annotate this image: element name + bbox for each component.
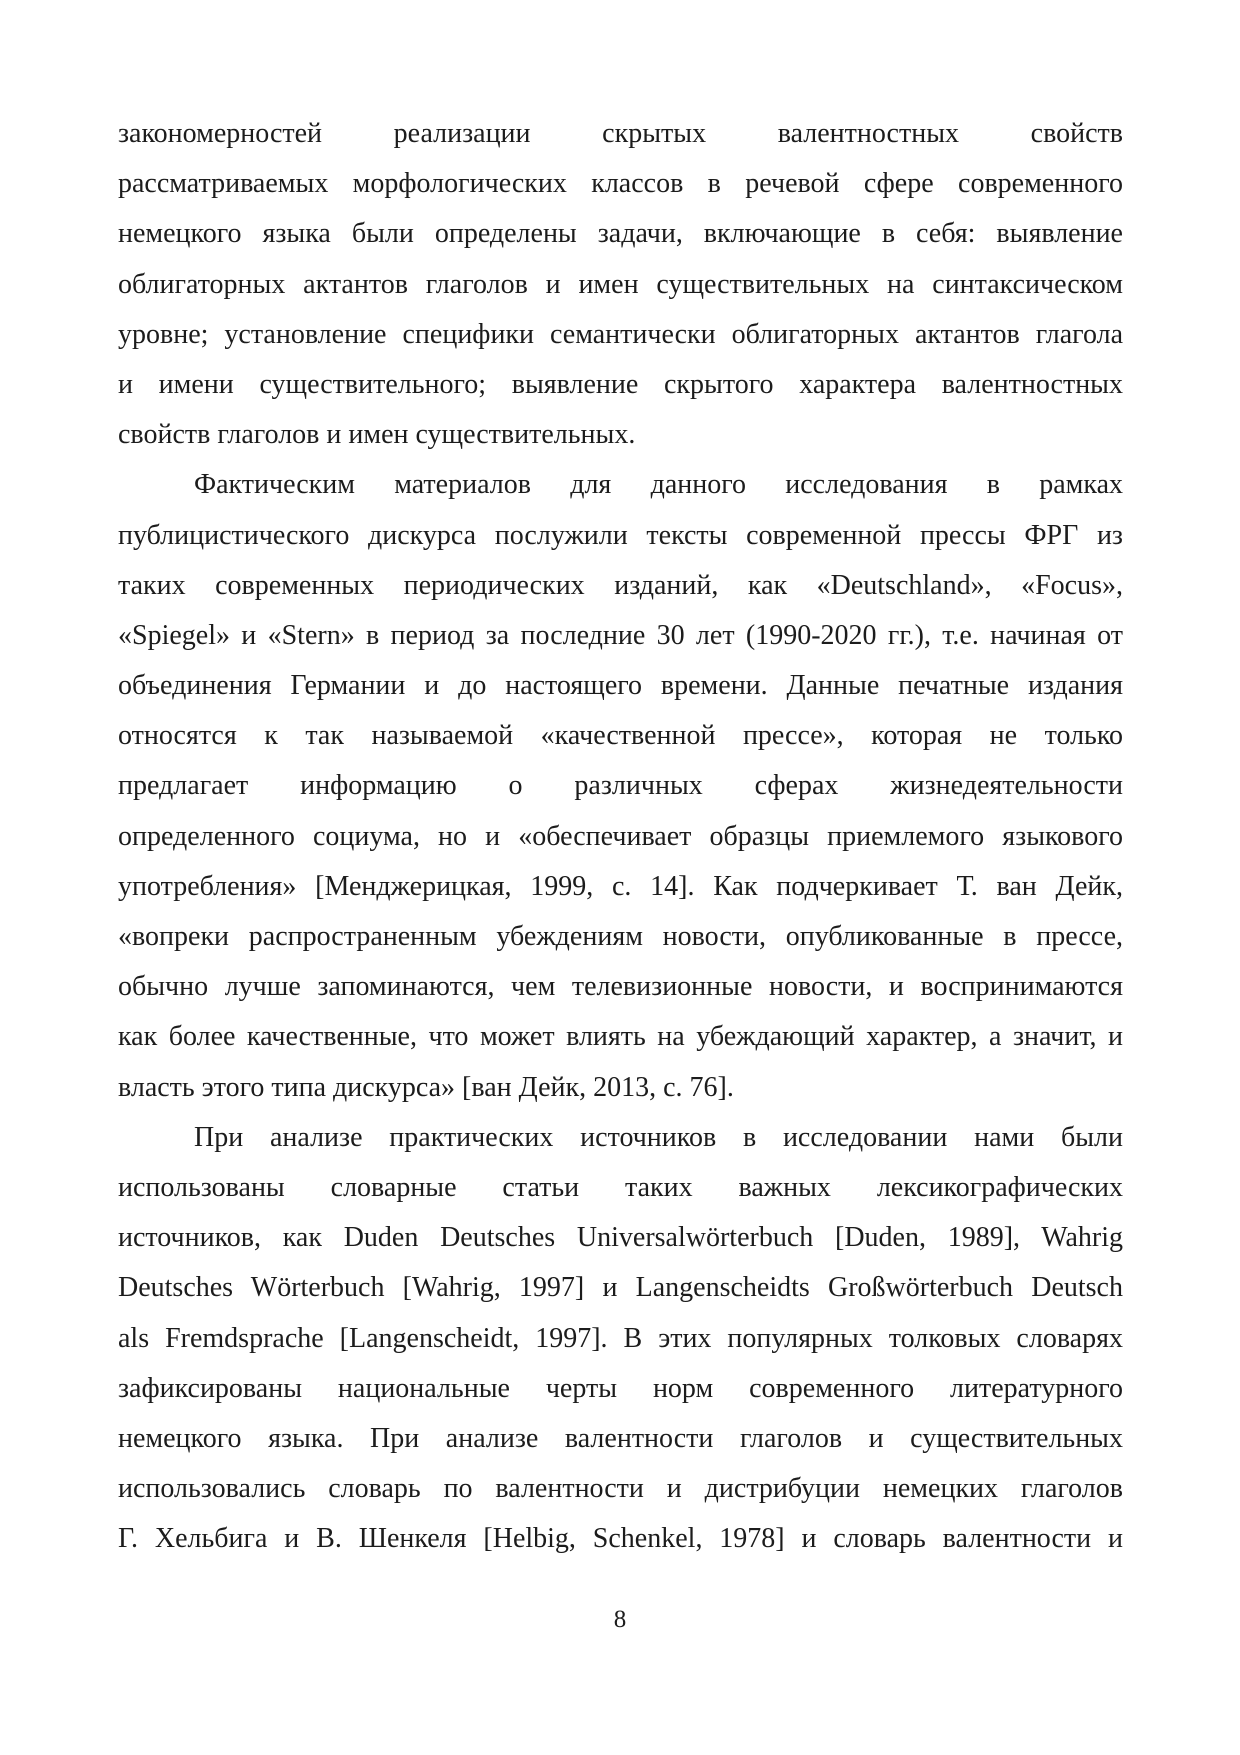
text-line: «Spiegel» и «Stern» в период за последние 30 лет (1990-2020 гг.), т.е. начиная от bbox=[118, 619, 1123, 651]
text-line: Фактическим материалов для данного исследования в рамках bbox=[194, 469, 1123, 501]
paragraph-1 bbox=[118, 109, 1123, 460]
page-number: 8 bbox=[613, 1606, 627, 1633]
paragraph-3 bbox=[118, 1113, 1123, 1565]
text-line: таких современных периодических изданий, как «Deutschland», «Focus», bbox=[118, 569, 1123, 601]
text-line: немецкого языка. При анализе валентности глаголов и существительных bbox=[118, 1422, 1123, 1454]
text-line: закономерностей реализации скрытых валентностных свойств bbox=[118, 118, 1123, 149]
text-line: употребления» [Менджерицкая, 1999, с. 14]. Как подчеркивает Т. ван Дейк, bbox=[118, 870, 1123, 902]
text-line: и имени существительного; выявление скрытого характера валентностных bbox=[118, 368, 1123, 400]
text-line: зафиксированы национальные черты норм современного литературного bbox=[118, 1372, 1123, 1404]
text-line: относятся к так называемой «качественной прессе», которая не только bbox=[118, 720, 1123, 752]
text-line: Г. Хельбига и В. Шенкеля [Helbig, Schenkel, 1978] и словарь валентности и bbox=[118, 1523, 1123, 1555]
text-line: власть этого типа дискурса» [ван Дейк, 2013, с. 76]. bbox=[118, 1071, 734, 1103]
text-line: облигаторных актантов глаголов и имен существительных на синтаксическом bbox=[118, 268, 1123, 300]
text-line: источников, как Duden Deutsches Universalwörterbuch [Duden, 1989], Wahrig bbox=[118, 1222, 1123, 1254]
text-line: уровне; установление специфики семантически облигаторных актантов глагола bbox=[118, 318, 1123, 350]
text-line: определенного социума, но и «обеспечивает образцы приемлемого языкового bbox=[118, 820, 1123, 852]
text-line: свойств глаголов и имен существительных. bbox=[118, 419, 636, 451]
paragraph-2 bbox=[118, 460, 1123, 1112]
text-line: «вопреки распространенным убеждениям новости, опубликованные в прессе, bbox=[118, 921, 1123, 952]
text-line: обычно лучше запоминаются, чем телевизионные новости, и воспринимаются bbox=[118, 971, 1123, 1003]
text-line: как более качественные, что может влиять на убеждающий характер, а значит, и bbox=[118, 1021, 1123, 1053]
text-line: als Fremdsprache [Langenscheidt, 1997]. В этих популярных толковых словарях bbox=[118, 1322, 1123, 1354]
text-line: Deutsches Wörterbuch [Wahrig, 1997] и Langenscheidts Großwörterbuch Deutsch bbox=[118, 1272, 1123, 1304]
text-line: публицистического дискурса послужили тексты современной прессы ФРГ из bbox=[118, 519, 1123, 551]
body-text bbox=[118, 109, 1123, 1564]
text-line: При анализе практических источников в исследовании нами были bbox=[194, 1121, 1123, 1153]
text-line: предлагает информацию о различных сферах жизнедеятельности bbox=[118, 770, 1123, 802]
text-line: немецкого языка были определены задачи, включающие в себя: выявление bbox=[118, 218, 1123, 250]
text-line: рассматриваемых морфологических классов в речевой сфере современного bbox=[118, 168, 1123, 200]
text-line: использовались словарь по валентности и дистрибуции немецких глаголов bbox=[118, 1473, 1123, 1505]
text-line: объединения Германии и до настоящего времени. Данные печатные издания bbox=[118, 670, 1123, 702]
text-line: использованы словарные статьи таких важных лексикографических bbox=[118, 1171, 1123, 1203]
